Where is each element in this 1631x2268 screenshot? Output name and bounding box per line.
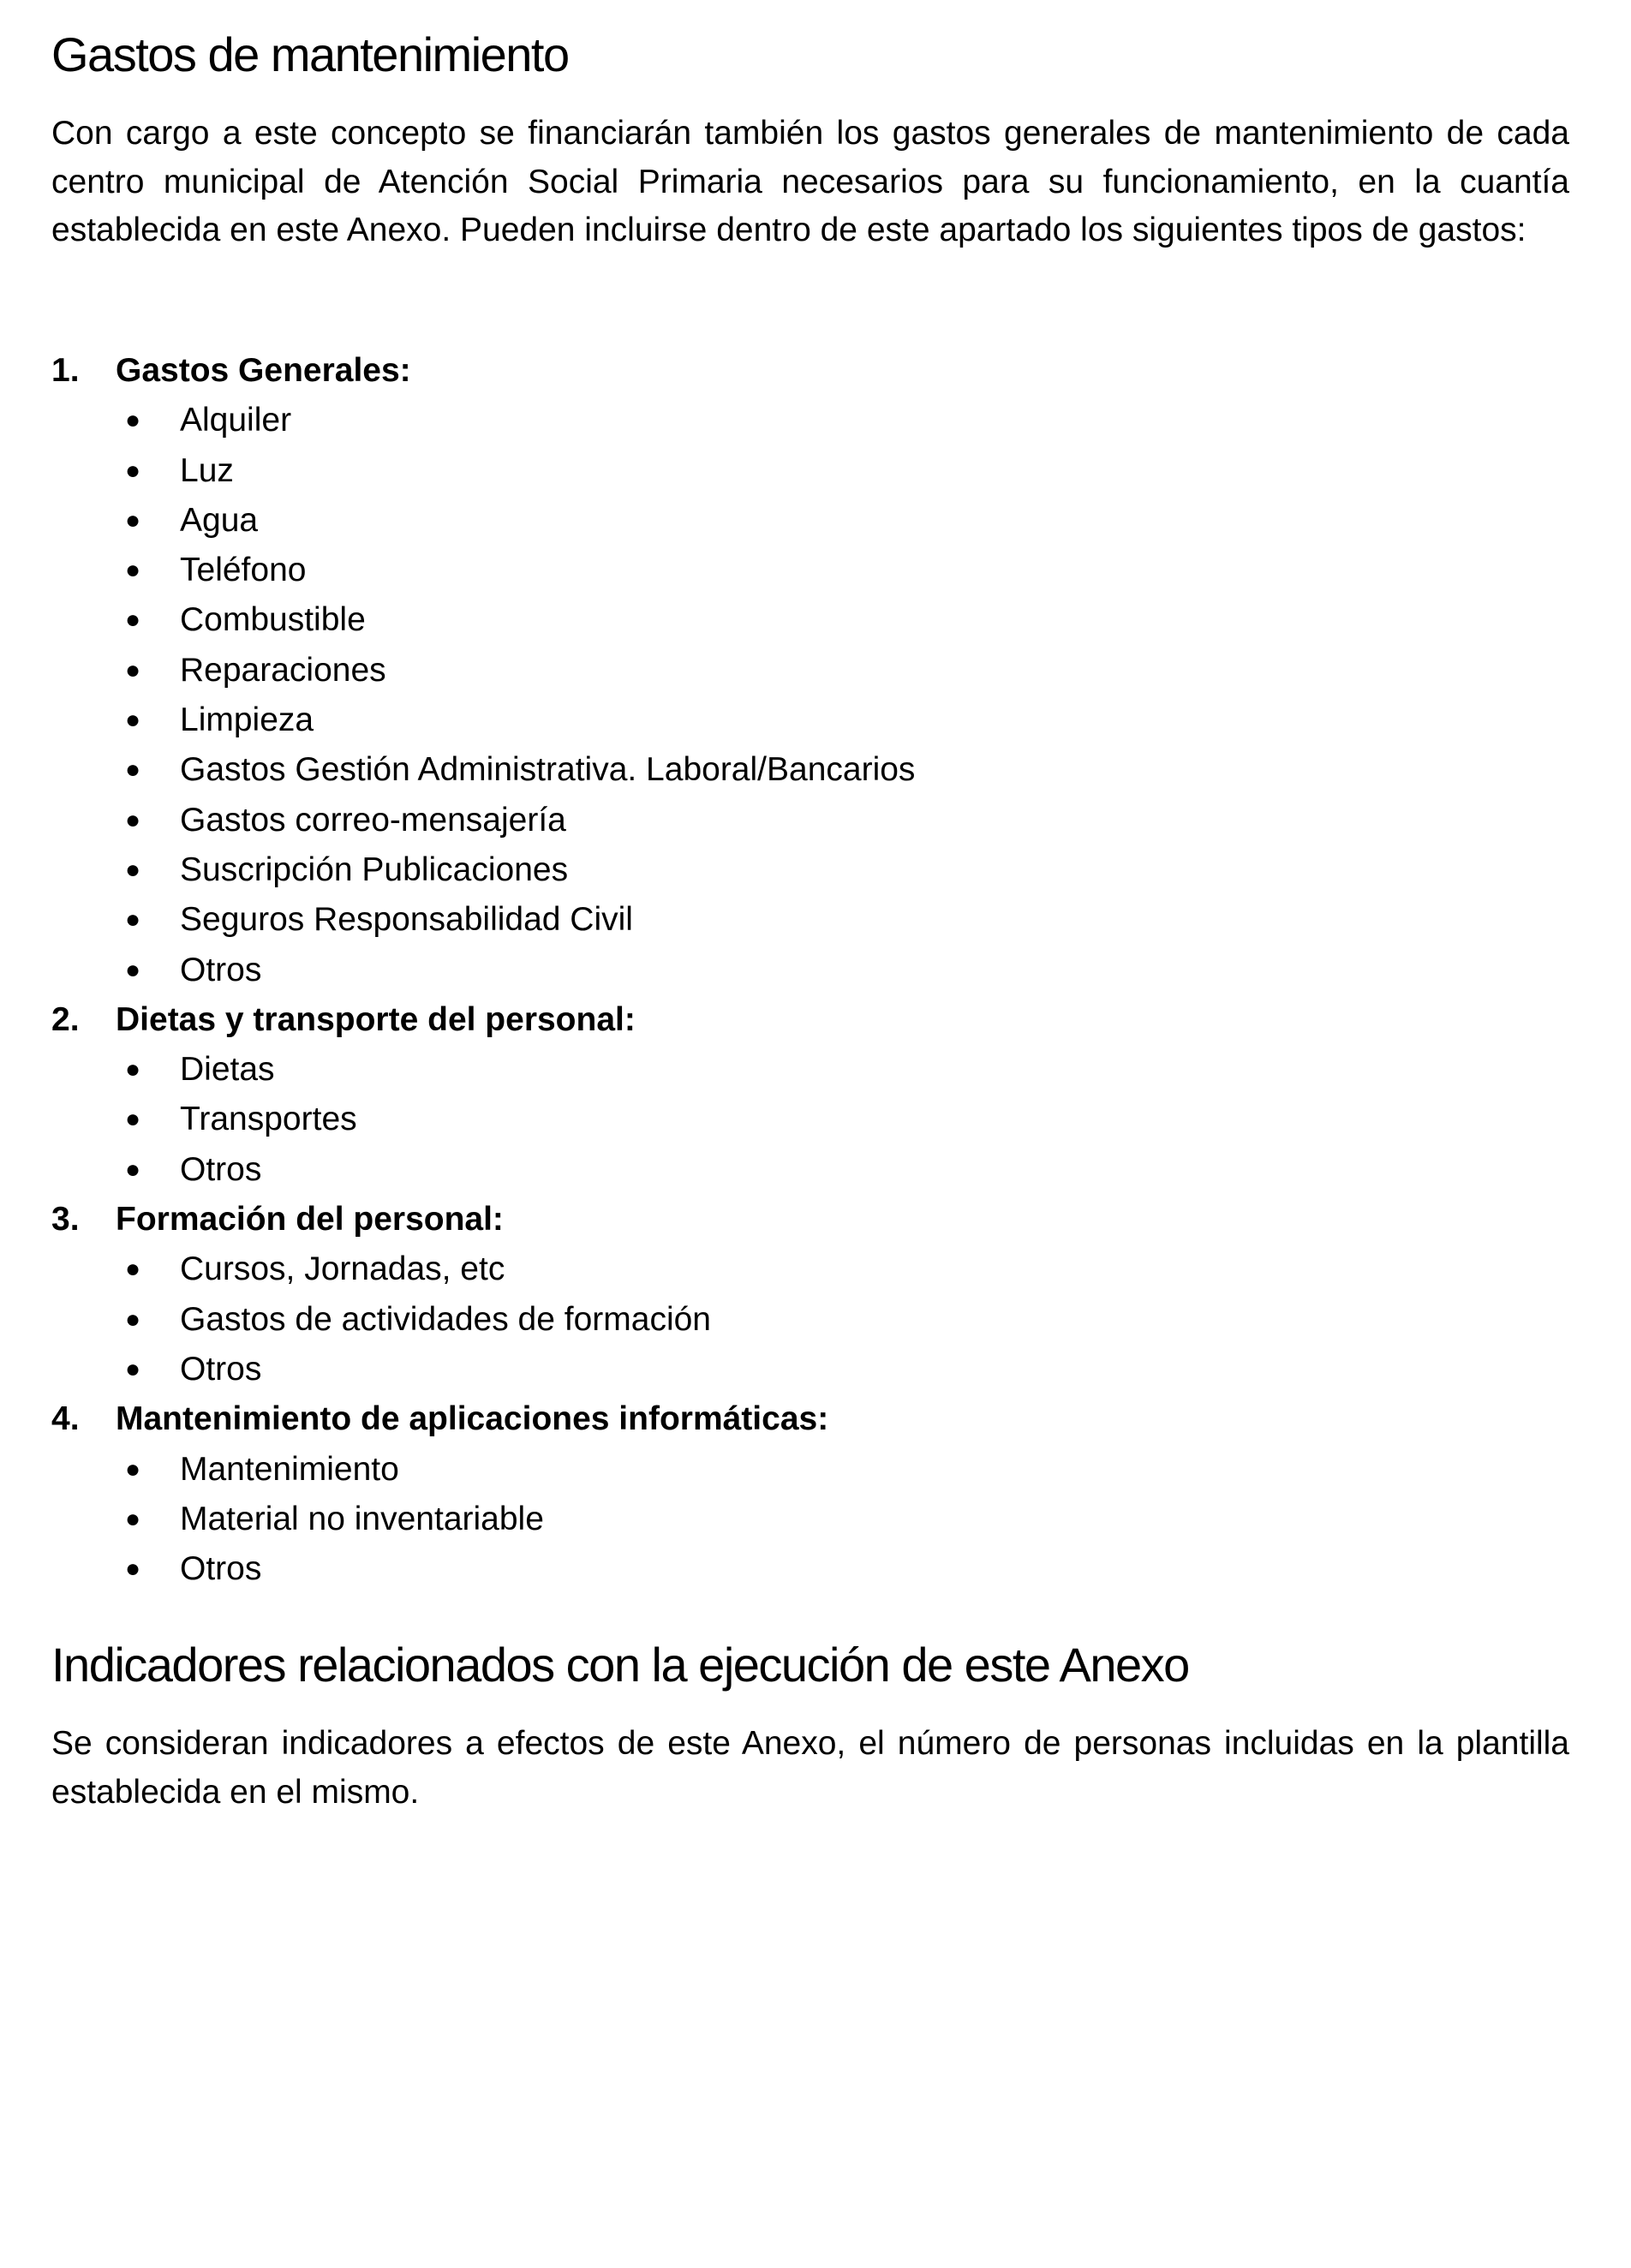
category-heading: [51, 995, 1569, 1045]
list-item-text: Seguros Responsabilidad Civil: [180, 901, 633, 939]
intro-paragraph: Con cargo a este concepto se financiarán también los gastos generales de mantenimiento de cada centro municipal de Atención Social Primaria necesarios para su funcionamiento, en la cuantía establecida en este Anexo. Pueden incluirse dentro de este apartado los siguientes tipos de gastos:: [51, 115, 1569, 248]
list-item-text: Agua: [180, 501, 259, 539]
list-item: [51, 1544, 1569, 1594]
bullet-icon: ●: [125, 1105, 141, 1134]
list-item-text: Dietas: [180, 1051, 275, 1089]
list-item-text: Teléfono: [180, 552, 307, 589]
bullet-icon: ●: [125, 855, 141, 884]
list-item-text: Limpieza: [180, 701, 314, 739]
category-title: Dietas y transporte del personal:: [116, 1000, 636, 1038]
section-heading-gastos: Gastos de mantenimiento: [51, 27, 569, 81]
bullet-icon: ●: [125, 556, 141, 585]
expense-items-list: [51, 1045, 1569, 1195]
list-item: [51, 1445, 1569, 1495]
bullet-icon: ●: [125, 706, 141, 735]
list-item-text: Alquiler: [180, 402, 292, 439]
category-title: Gastos Generales:: [116, 352, 411, 389]
list-item: [51, 496, 1569, 546]
bullet-icon: ●: [125, 805, 141, 834]
category-item: [51, 1394, 1569, 1594]
bullet-icon: ●: [125, 1255, 141, 1284]
indicators-paragraph: Se consideran indicadores a efectos de este Anexo, el número de personas incluidas en la plantilla establecida en el mismo.: [51, 1725, 1569, 1811]
category-item: [51, 346, 1569, 995]
bullet-icon: ●: [125, 456, 141, 485]
bullet-icon: ●: [125, 1555, 141, 1584]
list-item: [51, 946, 1569, 995]
list-item: [51, 546, 1569, 595]
category-heading: [51, 346, 1569, 396]
list-item-text: Gastos de actividades de formación: [180, 1300, 712, 1338]
list-item: [51, 1244, 1569, 1294]
bullet-icon: ●: [125, 1055, 141, 1084]
bullet-icon: ●: [125, 406, 141, 435]
list-item-text: Combustible: [180, 601, 366, 639]
section-heading-indicadores: Indicadores relacionados con la ejecución de este Anexo: [51, 1638, 1189, 1692]
list-item: [51, 646, 1569, 695]
list-item: [51, 745, 1569, 795]
bullet-icon: ●: [125, 655, 141, 684]
list-item: [51, 796, 1569, 845]
category-item: [51, 995, 1569, 1195]
list-item-text: Otros: [180, 1550, 262, 1588]
list-item: [51, 446, 1569, 496]
list-item-text: Otros: [180, 951, 262, 988]
list-item: [51, 1495, 1569, 1544]
category-title: Mantenimiento de aplicaciones informáticas:: [116, 1400, 829, 1438]
category-title: Formación del personal:: [116, 1201, 504, 1238]
list-item-text: Mantenimiento: [180, 1450, 399, 1488]
bullet-icon: ●: [125, 1504, 141, 1533]
list-item-text: Material no inventariable: [180, 1500, 544, 1537]
bullet-icon: ●: [125, 1454, 141, 1483]
expense-categories-list: [51, 346, 1569, 1594]
bullet-icon: ●: [125, 755, 141, 785]
bullet-icon: ●: [125, 505, 141, 534]
list-item: [51, 1145, 1569, 1195]
list-item: [51, 1295, 1569, 1345]
list-item-text: Transportes: [180, 1101, 357, 1138]
category-number: 1.: [51, 352, 80, 389]
list-item-text: Suscripción Publicaciones: [180, 850, 569, 888]
category-number: 4.: [51, 1400, 80, 1438]
category-heading: [51, 1195, 1569, 1244]
list-item-text: Otros: [180, 1150, 262, 1188]
bullet-icon: ●: [125, 1155, 141, 1184]
list-item: [51, 1095, 1569, 1144]
expense-items-list: [51, 396, 1569, 995]
list-item-text: Gastos correo-mensajería: [180, 801, 566, 839]
category-heading: [51, 1394, 1569, 1444]
bullet-icon: ●: [125, 606, 141, 635]
list-item-text: Reparaciones: [180, 651, 386, 689]
list-item: [51, 845, 1569, 895]
list-item: [51, 1345, 1569, 1394]
list-item: [51, 1045, 1569, 1095]
category-number: 3.: [51, 1201, 80, 1238]
bullet-icon: ●: [125, 1354, 141, 1383]
list-item-text: Otros: [180, 1350, 262, 1388]
expense-items-list: [51, 1445, 1569, 1595]
list-item: [51, 396, 1569, 445]
bullet-icon: ●: [125, 905, 141, 934]
list-item-text: Cursos, Jornadas, etc: [180, 1250, 505, 1288]
category-number: 2.: [51, 1000, 80, 1038]
list-item: [51, 895, 1569, 945]
list-item: [51, 695, 1569, 745]
bullet-icon: ●: [125, 1304, 141, 1334]
list-item-text: Gastos Gestión Administrativa. Laboral/Bancarios: [180, 751, 916, 789]
list-item: [51, 595, 1569, 645]
expense-items-list: [51, 1244, 1569, 1394]
bullet-icon: ●: [125, 955, 141, 984]
category-item: [51, 1195, 1569, 1394]
list-item-text: Luz: [180, 451, 234, 489]
